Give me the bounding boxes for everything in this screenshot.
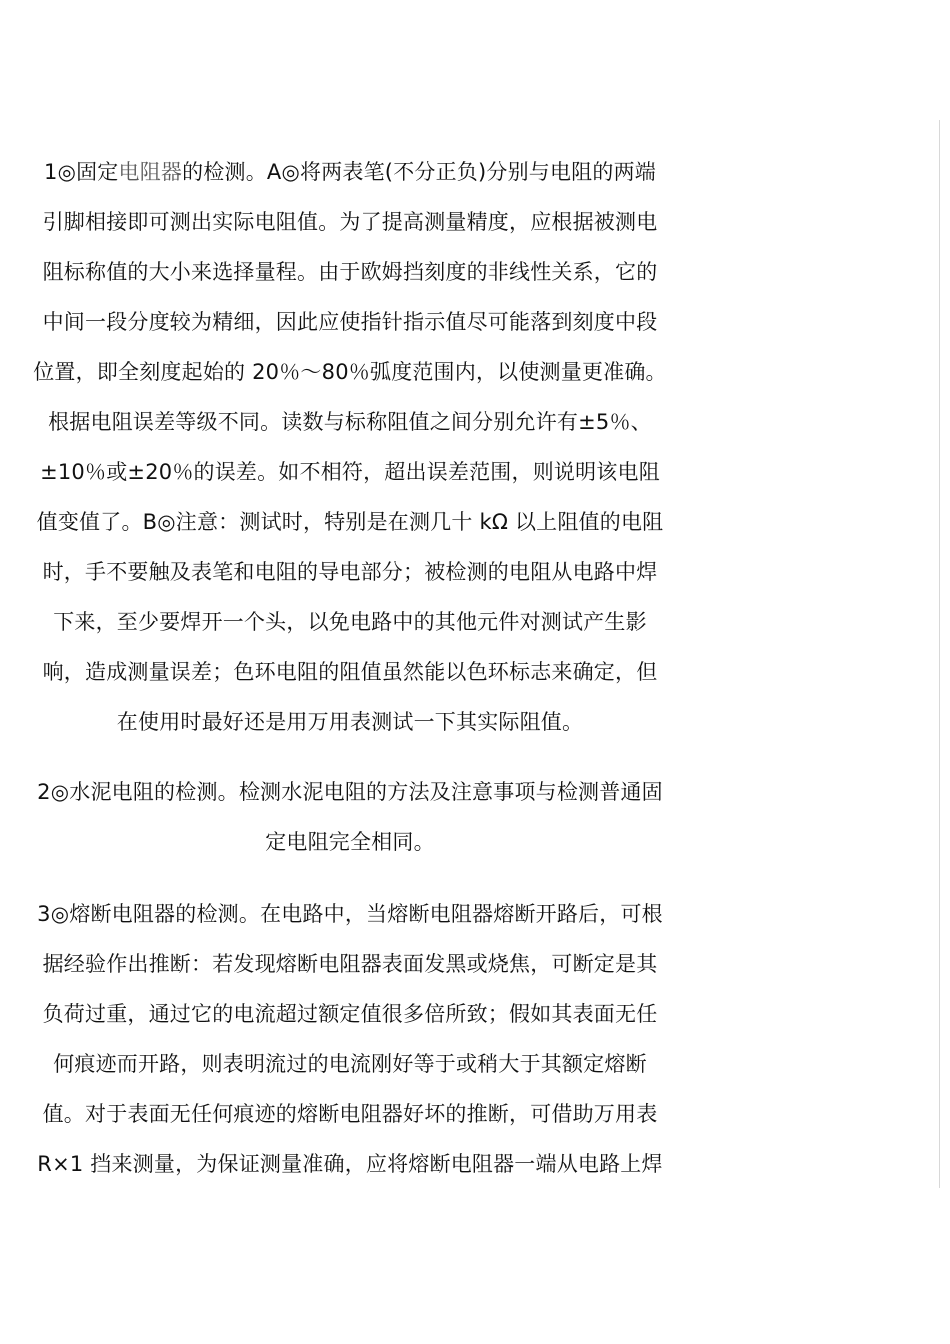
paragraph-fuse-resistor (12, 889, 688, 1189)
paragraph-line: 位置，即全刻度起始的 20％～80％弧度范围内，以使测量更准确。 (33, 360, 667, 384)
paragraph-cement-resistor (12, 767, 688, 867)
paragraph-line: 3◎熔断电阻器的检测。在电路中，当熔断电阻器熔断开路后，可根 (37, 902, 663, 926)
paragraph-line: 下来，至少要焊开一个头，以免电路中的其他元件对测试产生影 (53, 610, 647, 634)
paragraph-line: 时，手不要触及表笔和电阻的导电部分；被检测的电阻从电路中焊 (42, 560, 658, 584)
paragraph-line (12, 147, 688, 197)
paragraph-line: 阻标称值的大小来选择量程。由于欧姆挡刻度的非线性关系，它的 (42, 260, 658, 284)
paragraph-line: R×1 挡来测量，为保证测量准确，应将熔断电阻器一端从电路上焊 (37, 1152, 663, 1176)
paragraph-line: 响，造成测量误差；色环电阻的阻值虽然能以色环标志来确定，但 (42, 660, 658, 684)
paragraph-fixed-resistor (12, 147, 688, 747)
page-edge-divider (939, 120, 940, 1188)
paragraph-line: 引脚相接即可测出实际电阻值。为了提高测量精度，应根据被测电 (42, 210, 658, 234)
paragraph-line: 中间一段分度较为精细，因此应使指针指示值尽可能落到刻度中段 (42, 310, 658, 334)
paragraph-line: 值。对于表面无任何痕迹的熔断电阻器好坏的推断，可借助万用表 (42, 1102, 658, 1126)
line-text: 的检测。A◎将两表笔(不分正负)分别与电阻的两端 (182, 160, 656, 184)
term-resistor-link[interactable]: 电阻器 (118, 160, 183, 184)
paragraph-line: 2◎水泥电阻的检测。检测水泥电阻的方法及注意事项与检测普通固 (37, 780, 663, 804)
paragraph-line: 定电阻完全相同。 (265, 830, 435, 854)
paragraph-line: 何痕迹而开路，则表明流过的电流刚好等于或稍大于其额定熔断 (53, 1052, 647, 1076)
paragraph-line: 根据电阻误差等级不同。读数与标称阻值之间分别允许有±5％、 (48, 410, 652, 434)
paragraph-line: 据经验作出推断：若发现熔断电阻器表面发黑或烧焦，可断定是其 (42, 952, 658, 976)
paragraph-line: 值变值了。B◎注意：测试时，特别是在测几十 kΩ 以上阻值的电阻 (36, 510, 664, 534)
line-text: 1◎固定 (44, 160, 119, 184)
paragraph-line: 在使用时最好还是用万用表测试一下其实际阻值。 (116, 710, 584, 734)
paragraph-line: 负荷过重，通过它的电流超过额定值很多倍所致；假如其表面无任 (42, 1002, 658, 1026)
paragraph-line: ±10％或±20％的误差。如不相符，超出误差范围，则说明该电阻 (40, 460, 660, 484)
